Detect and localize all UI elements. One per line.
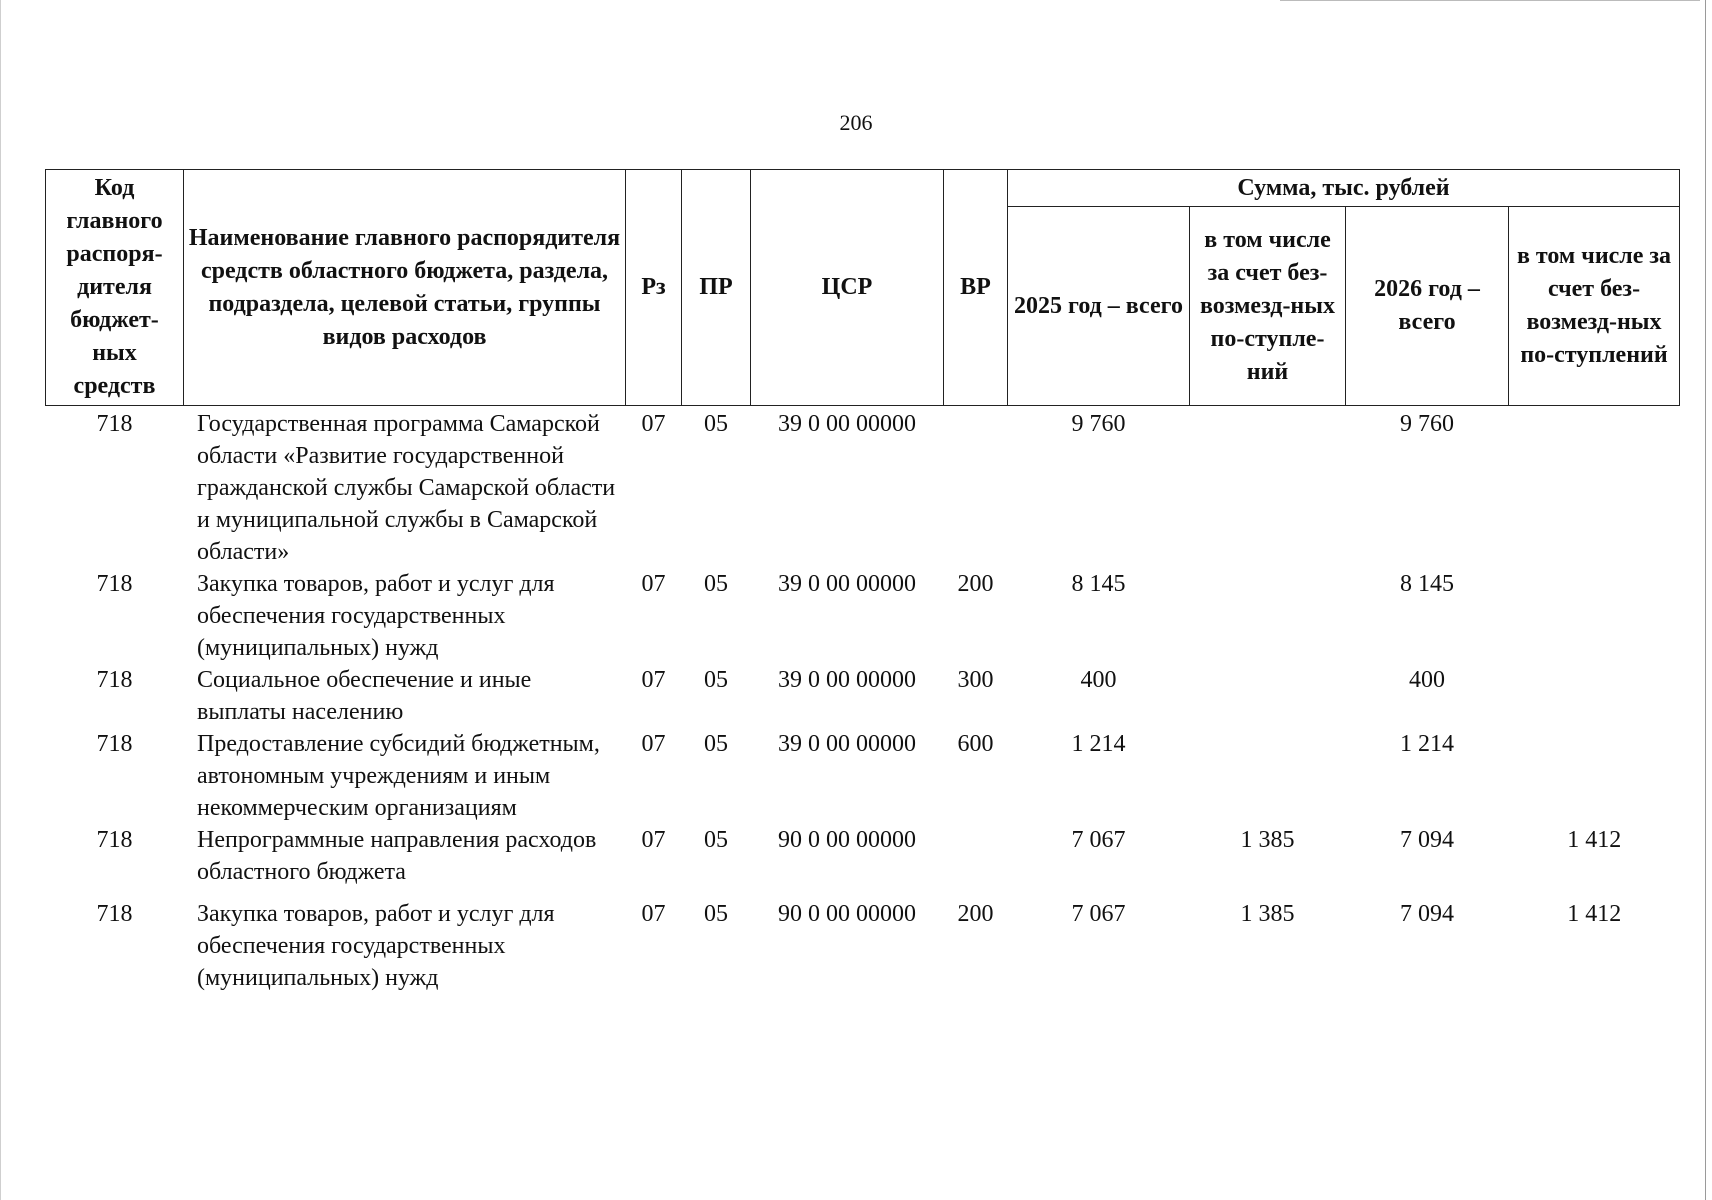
cell-pr: 05	[704, 667, 728, 693]
cell-pr: 05	[704, 827, 728, 853]
cell-name: Социальное обеспечение и иные выплаты населению	[197, 667, 532, 725]
table-header	[46, 170, 1680, 406]
cell-name: Закупка товаров, работ и услуг для обеспечения государственных (муниципальных) нужд	[197, 901, 555, 991]
cell-2026-total: 8 145	[1400, 571, 1454, 597]
header-name: Наименование главного распорядителя средств областного бюджета, раздела, подраздела, целевой статьи, группы видов расходов	[184, 170, 626, 406]
header-2026-free: в том числе за счет без-возмезд-ных по-ступлений	[1509, 207, 1680, 406]
cell-code: 718	[96, 827, 133, 853]
cell-2025-total: 7 067	[1071, 901, 1126, 927]
page-number: 206	[839, 110, 873, 135]
header-rz: Рз	[626, 170, 682, 406]
header-2025-free: в том числе за счет без-возмезд-ных по-ступле-ний	[1190, 207, 1346, 406]
table-row	[46, 568, 1680, 664]
cell-2026-total: 1 214	[1400, 731, 1454, 757]
cell-code: 718	[96, 901, 133, 927]
header-2025-total: 2025 год – всего	[1008, 207, 1190, 406]
cell-vr: 300	[957, 667, 994, 693]
cell-csr: 39 0 00 00000	[778, 667, 916, 693]
cell-2026-free	[1509, 664, 1680, 728]
cell-2025-total: 9 760	[1071, 411, 1126, 437]
cell-2026-total: 7 094	[1400, 827, 1454, 853]
cell-pr: 05	[704, 901, 728, 927]
header-2026-total: 2026 год – всего	[1346, 207, 1509, 406]
table-row	[46, 664, 1680, 728]
cell-2026-free	[1509, 406, 1680, 569]
cell-vr: 200	[957, 901, 994, 927]
header-pr: ПР	[682, 170, 751, 406]
header-code: Код главного распоря-дителя бюджет-ных средств	[46, 170, 184, 406]
cell-2025-total: 7 067	[1071, 827, 1126, 853]
scan-edge-top	[1280, 0, 1700, 3]
table-row	[46, 728, 1680, 824]
scan-edge-left	[0, 0, 1, 1200]
table-row	[46, 406, 1680, 569]
cell-code: 718	[96, 667, 133, 693]
cell-2025-free	[1190, 664, 1346, 728]
cell-rz: 07	[641, 571, 666, 597]
cell-2026-free: 1 412	[1567, 901, 1622, 927]
cell-vr: 600	[957, 731, 994, 757]
cell-csr: 39 0 00 00000	[778, 731, 916, 757]
cell-rz: 07	[641, 411, 666, 437]
cell-2026-total: 9 760	[1400, 411, 1454, 437]
cell-vr: 200	[957, 571, 994, 597]
cell-2026-free	[1509, 728, 1680, 824]
cell-pr: 05	[704, 731, 728, 757]
scan-edge-right	[1705, 0, 1706, 1200]
cell-name: Непрограммные направления расходов областного бюджета	[197, 827, 597, 885]
cell-rz: 07	[641, 667, 666, 693]
cell-csr: 39 0 00 00000	[778, 571, 916, 597]
cell-rz: 07	[641, 827, 666, 853]
cell-vr	[944, 406, 1008, 569]
cell-rz: 07	[641, 731, 666, 757]
cell-code: 718	[96, 571, 133, 597]
cell-2025-free: 1 385	[1240, 827, 1295, 853]
header-csr: ЦСР	[751, 170, 944, 406]
cell-csr: 90 0 00 00000	[778, 901, 916, 927]
cell-2025-free	[1190, 728, 1346, 824]
cell-2025-free	[1190, 406, 1346, 569]
header-sum-group: Сумма, тыс. рублей	[1008, 170, 1680, 207]
cell-2026-total: 400	[1409, 667, 1445, 693]
cell-csr: 39 0 00 00000	[778, 411, 916, 437]
cell-2026-free: 1 412	[1567, 827, 1622, 853]
header-vr: ВР	[944, 170, 1008, 406]
cell-vr	[944, 824, 1008, 888]
cell-name: Закупка товаров, работ и услуг для обеспечения государственных (муниципальных) нужд	[197, 571, 555, 661]
cell-code: 718	[96, 411, 133, 437]
cell-2025-free	[1190, 568, 1346, 664]
cell-2025-total: 8 145	[1071, 571, 1126, 597]
table-body	[46, 406, 1680, 995]
cell-name: Предоставление субсидий бюджетным, автономным учреждениям и иным некоммерческим организациям	[197, 731, 600, 821]
cell-name: Государственная программа Самарской области «Развитие государственной гражданской службы Самарской области и муниципальной службы в Самарской области»	[197, 411, 616, 565]
cell-csr: 90 0 00 00000	[778, 827, 916, 853]
cell-code: 718	[96, 731, 133, 757]
cell-pr: 05	[704, 571, 728, 597]
cell-2025-total: 400	[1080, 667, 1117, 693]
cell-rz: 07	[641, 901, 666, 927]
table-row	[46, 824, 1680, 888]
table-row	[46, 888, 1680, 994]
cell-pr: 05	[704, 411, 728, 437]
cell-2026-total: 7 094	[1400, 901, 1454, 927]
cell-2026-free	[1509, 568, 1680, 664]
cell-2025-total: 1 214	[1071, 731, 1126, 757]
cell-2025-free: 1 385	[1240, 901, 1295, 927]
budget-table	[45, 169, 1680, 994]
